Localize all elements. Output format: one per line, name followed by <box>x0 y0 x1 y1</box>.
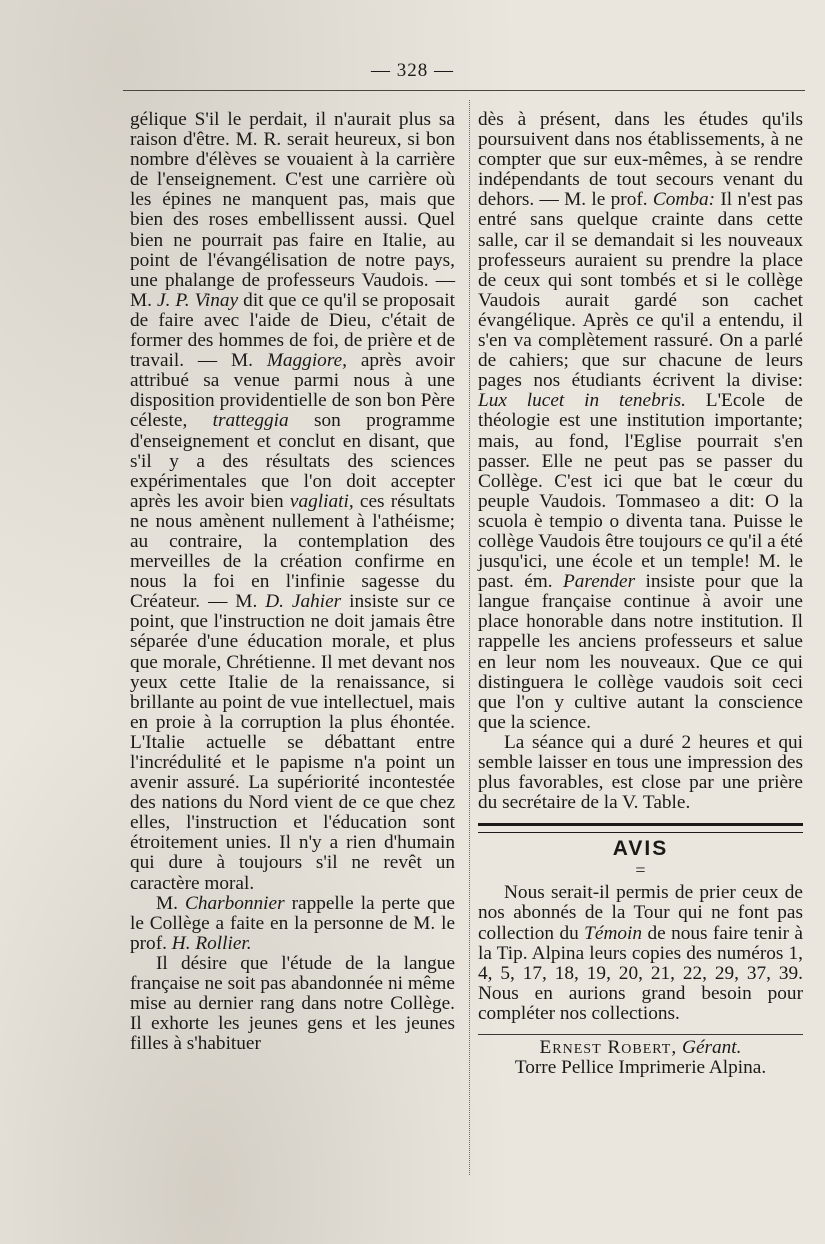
italic-text: Maggiore, <box>266 350 347 372</box>
right-column <box>478 110 803 1078</box>
text-run: insiste pour que la langue française continue à avoir une place honorable dans notre institution. Il rappelle les anciens professeurs et salue en leur nom les nouveaux. Que ce qui distinguera le collège vaudois soit ceci que l'on y cultive autant la conscience que la science. <box>478 571 803 733</box>
text-run: L'Ecole de théologie est une institution importante; mais, au fond, l'Eglise pourrait s'en passer. Elle ne peut pas se passer du Collège. C'est ici que bat le cœur du peuple Vaudois. Tommaseo a dit: O la scuola è tempio o diventa tana. Puisse le collège Vaudois être toujours ce qu'il a été jusqu'ici, une école et un temple! M. le past. ém. <box>478 390 803 593</box>
signature-rule <box>478 1034 803 1035</box>
text-run: dès à présent, dans les études qu'ils poursuivent dans nos établissements, à ne compter que sur eux-mêmes, à se rendre indépendants de tout secours venant du dehors. — M. le prof. <box>478 109 803 211</box>
text-run: rappelle la perte que le Collège a faite en la personne de M. le prof. <box>130 892 455 954</box>
text-run: Il désire que l'étude de la langue française ne soit pas abandonnée ni même mise au dernier rang dans notre Collège. Il exhorte les jeunes gens et les jeunes filles à s'habituer <box>130 952 455 1055</box>
text-run: ces résultats ne nous amènent nullement à l'athéisme; au contraire, la contemplation des merveilles de la création confirme en nous la foi en l'infinie sagesse du Créateur. — M. <box>130 490 456 613</box>
text-run: insiste sur ce point, que l'instruction ne doit jamais être séparée d'une éducation morale, et plus que morale, Chrétienne. Il met devant nos yeux cette Italie de la renaissance, si brillante au point de vue intellectuel, mais en proie à la corruption la plus éhontée. L'Italie actuelle se débattant entre l'incrédulité et le papisme n'a point un avenir assuré. La supériorité incontestée des nations du Nord vient de ce que chez elles, l'instruction et l'éducation sont étroitement unies. Il n'y a rien d'humain qui dure à toujours s'il ne revêt un caractère moral. <box>130 591 455 894</box>
text-run: Il n'est pas entré sans quelque crainte dans cette salle, car il se demandait si les nouveaux professeurs auraient su prendre la place de ceux qui sont tombés et si le collège Vaudois aurait gardé son cachet évangélique. Après ce qu'il a entendu, il s'en va complètement rassuré. On a parlé de cahiers; que sur chacune de leurs pages nos étudiants écrivent la divise: <box>478 189 803 392</box>
italic-text: Lux lucet in tenebris. <box>478 390 686 412</box>
text-run: Nous serait-il permis de prier ceux de nos abonnés de la Tour qui ne font pas collection du <box>478 882 803 944</box>
right-paragraph-1 <box>478 110 803 733</box>
italic-text: H. Rollier. <box>171 932 252 954</box>
italic-text: Parender <box>563 571 636 593</box>
text-run: M. <box>156 892 185 914</box>
section-rule <box>478 823 803 833</box>
left-paragraph-2 <box>130 894 455 954</box>
text-run: après avoir attribué sa venue parmi nous à une disposition providentielle de son bon Père céleste, <box>130 350 455 432</box>
column-divider <box>469 100 471 1175</box>
text-run: son programme d'enseignement et conclut en disant, que s'il y a des résultats des sciences expérimentales que l'on doit accepter après les avoir bien <box>130 410 455 512</box>
page-number: — 328 — <box>371 60 454 81</box>
italic-text: D. Jahier <box>265 591 342 613</box>
avis-separator: = <box>635 860 646 881</box>
italic-text: Charbonnier <box>184 892 285 914</box>
text-run: de nous faire tenir à la Tip. Alpina leurs copies des numéros 1, 4, 5, 17, 18, 19, 20, 21, 22, 29, 37, 39. Nous en aurions grand besoin pour compléter nos collections. <box>478 922 803 1024</box>
left-paragraph-3 <box>130 954 455 1054</box>
avis-heading: AVIS <box>612 837 669 861</box>
text-run: dit que ce qu'il se proposait de faire avec l'aide de Dieu, c'était de former des hommes de foi, de prière et de travail. — M. <box>130 289 455 372</box>
right-paragraph-2 <box>478 733 803 813</box>
italic-text: J. P. Vinay <box>157 289 239 311</box>
header-rule <box>123 90 805 91</box>
printer-line: Torre Pellice Imprimerie Alpina. <box>514 1057 767 1079</box>
avis-notice <box>478 883 803 1024</box>
italic-text: Comba: <box>652 189 716 211</box>
signature <box>478 1038 803 1058</box>
italic-text: tratteggia <box>212 410 289 432</box>
left-column <box>130 110 455 1054</box>
italic-text: Témoin <box>584 922 643 944</box>
signature-role: Gérant. <box>682 1037 742 1059</box>
signature-name: Ernest Robert, <box>539 1037 678 1059</box>
italic-text: vagliati, <box>289 490 354 512</box>
text-run: gélique S'il le perdait, il n'aurait plus sa raison d'être. M. R. serait heureux, si bon nombre d'élèves se vouaient à la carrière de l'enseignement. C'est une carrière où les épines ne manquent pas, mais que bien des roses embellissent aussi. Quel bien ne pourrait pas faire en Italie, au point de l'évangélisation de notre pays, une phalange de professeurs Vaudois. — M. <box>130 109 455 311</box>
text-run: La séance qui a duré 2 heures et qui semble laisser en tous une impression des plus favorables, est close par une prière du secrétaire de la V. Table. <box>478 731 803 814</box>
left-paragraph-1 <box>130 110 455 894</box>
